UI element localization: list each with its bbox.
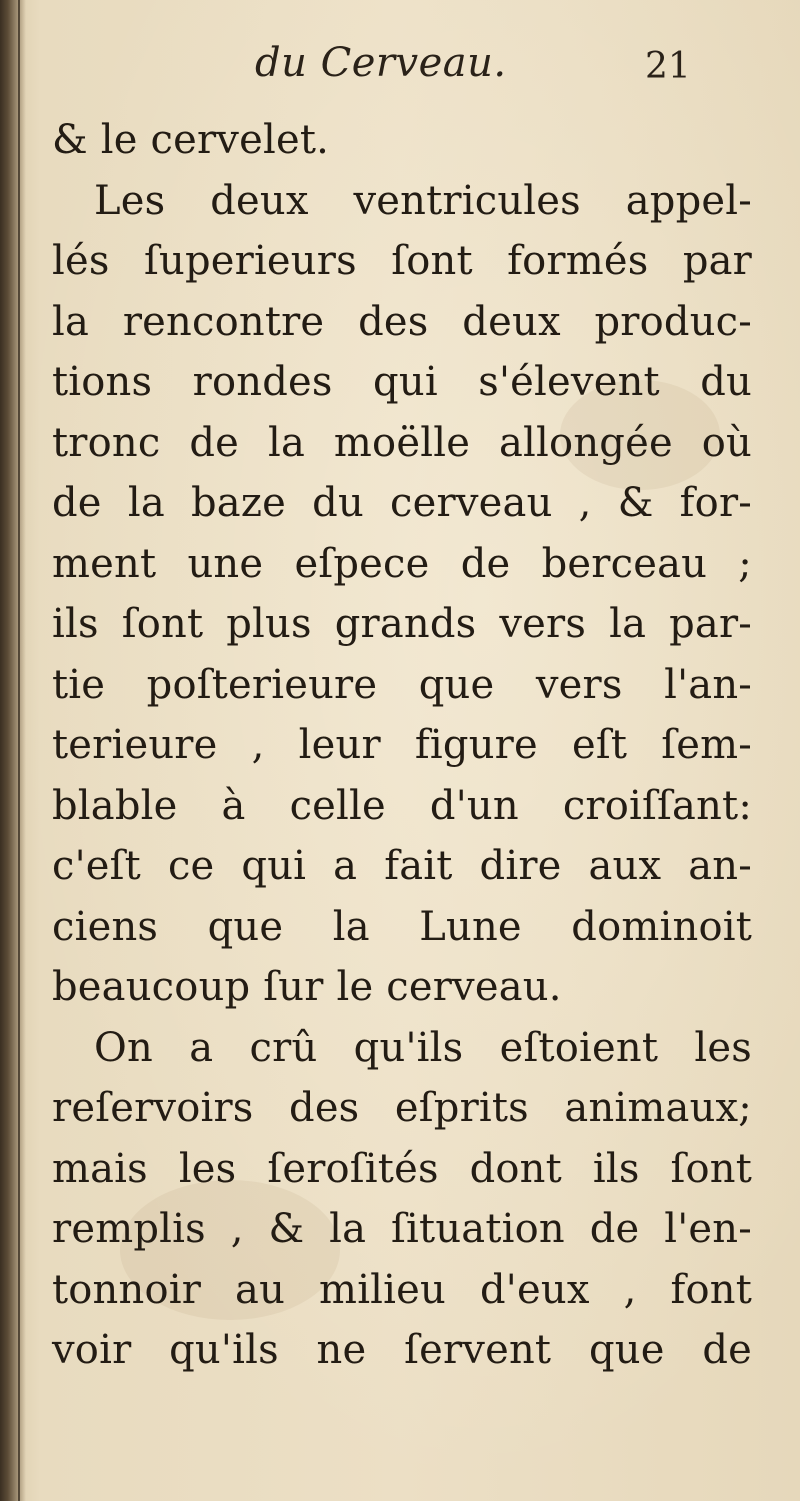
text-line: de la baze du cerveau , & for-	[52, 480, 752, 526]
text-line: mais les ſeroſités dont ils ſont	[52, 1145, 752, 1192]
text-line: & le cervelet.	[52, 117, 330, 163]
text-line: c'eſt ce qui a fait dire aux an-	[52, 843, 752, 889]
text-line: tie poſterieure que vers l'an-	[52, 661, 752, 708]
text-line: terieure , leur figure eſt ſem-	[52, 722, 752, 768]
text-line: ment une eſpece de berceau ;	[52, 540, 752, 587]
text-line: tonnoir au milieu d'eux , font	[52, 1266, 752, 1313]
text-line: blable à celle d'un croiſſant:	[52, 782, 752, 829]
text-line: voir qu'ils ne ſervent que de	[52, 1327, 752, 1373]
text-line: tronc de la moëlle allongée où	[52, 419, 752, 466]
page-header	[0, 40, 800, 100]
text-line: reſervoirs des eſprits animaux;	[52, 1085, 752, 1131]
binding-edge	[18, 0, 20, 1501]
page-number: 21	[645, 46, 691, 87]
running-title: du Cerveau.	[255, 40, 507, 86]
text-line: ils ſont plus grands vers la par-	[52, 601, 752, 647]
text-line: tions rondes qui s'élevent du	[52, 359, 752, 405]
text-line: On a crû qu'ils eſtoient les	[94, 1024, 752, 1071]
text-line: ciens que la Lune dominoit	[52, 903, 752, 950]
text-line: lés ſuperieurs ſont formés par	[52, 238, 752, 284]
page-gutter-shadow	[0, 0, 26, 1501]
text-line: la rencontre des deux produc-	[52, 298, 752, 345]
text-line: Les deux ventricules appel-	[94, 177, 752, 224]
text-line: beaucoup ſur le cerveau.	[52, 964, 562, 1010]
text-line: remplis , & la ſituation de l'en-	[52, 1206, 752, 1252]
body-text	[52, 110, 752, 1381]
